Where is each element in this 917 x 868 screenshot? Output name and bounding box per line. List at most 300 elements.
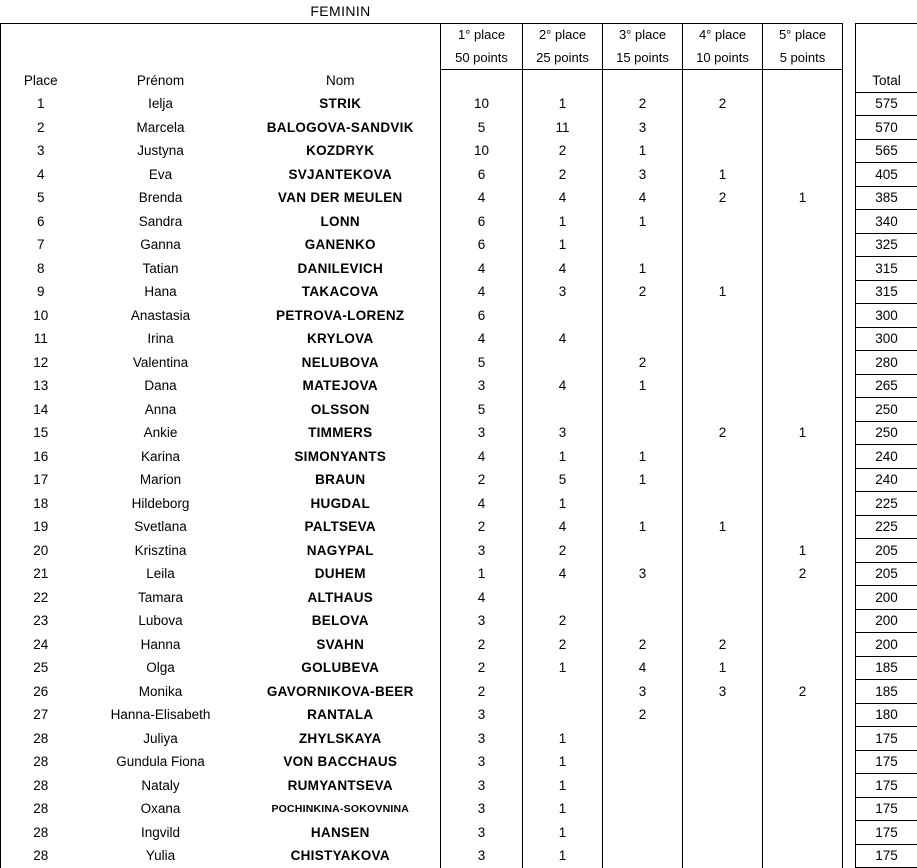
table-row[interactable] <box>1 821 917 845</box>
cell-prenom: Ganna <box>81 233 241 257</box>
cell-place: 20 <box>1 539 81 563</box>
cell-place2-count: 4 <box>523 374 603 398</box>
cell-total: 185 <box>856 680 917 704</box>
table-row[interactable] <box>1 797 917 821</box>
table-row[interactable] <box>1 633 917 657</box>
cell-place4-count <box>683 233 763 257</box>
header-rank-4: 4° place <box>683 23 763 46</box>
cell-place5-count: 1 <box>763 186 843 210</box>
cell-nom: HUGDAL <box>241 492 441 516</box>
column-header-nom: Nom <box>241 69 441 92</box>
cell-total: 250 <box>856 421 917 445</box>
header-rank-5: 5° place <box>763 23 843 46</box>
cell-place4-count <box>683 750 763 774</box>
cell-gap <box>843 280 856 304</box>
cell-place2-count: 1 <box>523 750 603 774</box>
cell-total: 280 <box>856 351 917 375</box>
cell-gap <box>843 116 856 140</box>
cell-total: 225 <box>856 492 917 516</box>
column-header-blank-2 <box>523 69 603 92</box>
table-row[interactable] <box>1 774 917 798</box>
cell-gap <box>843 750 856 774</box>
table-row[interactable] <box>1 609 917 633</box>
cell-place5-count <box>763 445 843 469</box>
cell-place1-count: 3 <box>441 750 523 774</box>
cell-place1-count: 3 <box>441 774 523 798</box>
cell-place2-count <box>523 304 603 328</box>
cell-place5-count <box>763 586 843 610</box>
cell-place5-count: 2 <box>763 680 843 704</box>
cell-place2-count: 1 <box>523 774 603 798</box>
cell-nom: SVAHN <box>241 633 441 657</box>
cell-gap <box>843 421 856 445</box>
cell-place3-count: 4 <box>603 656 683 680</box>
cell-total: 240 <box>856 468 917 492</box>
header-blank-total-2 <box>856 46 917 69</box>
cell-place5-count <box>763 797 843 821</box>
cell-place5-count <box>763 163 843 187</box>
table-row[interactable] <box>1 562 917 586</box>
cell-prenom: Anna <box>81 398 241 422</box>
cell-place: 14 <box>1 398 81 422</box>
cell-total: 175 <box>856 821 917 845</box>
cell-place3-count: 3 <box>603 163 683 187</box>
cell-total: 205 <box>856 539 917 563</box>
title-row <box>1 0 917 23</box>
cell-place4-count <box>683 468 763 492</box>
table-row[interactable] <box>1 116 917 140</box>
cell-place4-count <box>683 210 763 234</box>
cell-place: 28 <box>1 727 81 751</box>
cell-place1-count: 4 <box>441 445 523 469</box>
table-row[interactable] <box>1 445 917 469</box>
cell-place2-count: 2 <box>523 609 603 633</box>
cell-nom: PETROVA-LORENZ <box>241 304 441 328</box>
cell-nom: BRAUN <box>241 468 441 492</box>
cell-prenom: Hana <box>81 280 241 304</box>
cell-place2-count: 1 <box>523 492 603 516</box>
cell-prenom: Brenda <box>81 186 241 210</box>
header-points-row <box>1 46 917 69</box>
cell-place2-count <box>523 586 603 610</box>
table-row[interactable] <box>1 210 917 234</box>
cell-prenom: Valentina <box>81 351 241 375</box>
cell-place5-count <box>763 727 843 751</box>
cell-place5-count <box>763 774 843 798</box>
cell-place4-count <box>683 398 763 422</box>
cell-place1-count: 3 <box>441 421 523 445</box>
table-row[interactable] <box>1 421 917 445</box>
table-row[interactable] <box>1 515 917 539</box>
cell-place1-count: 3 <box>441 374 523 398</box>
cell-gap <box>843 468 856 492</box>
cell-place2-count <box>523 703 603 727</box>
document-title: FEMININ <box>241 0 441 23</box>
cell-nom: BALOGOVA-SANDVIK <box>241 116 441 140</box>
cell-nom: VAN DER MEULEN <box>241 186 441 210</box>
cell-total: 405 <box>856 163 917 187</box>
cell-nom: TAKACOVA <box>241 280 441 304</box>
cell-place5-count <box>763 633 843 657</box>
cell-place5-count <box>763 280 843 304</box>
cell-place4-count: 3 <box>683 680 763 704</box>
table-row[interactable] <box>1 280 917 304</box>
cell-place2-count: 1 <box>523 656 603 680</box>
cell-place4-count: 2 <box>683 633 763 657</box>
cell-gap <box>843 304 856 328</box>
table-row[interactable] <box>1 680 917 704</box>
cell-place3-count <box>603 492 683 516</box>
cell-total: 200 <box>856 633 917 657</box>
header-points-5: 5 points <box>763 46 843 69</box>
cell-place4-count: 2 <box>683 186 763 210</box>
cell-place5-count <box>763 139 843 163</box>
header-rank-2: 2° place <box>523 23 603 46</box>
cell-total: 185 <box>856 656 917 680</box>
cell-place4-count <box>683 609 763 633</box>
cell-prenom: Svetlana <box>81 515 241 539</box>
cell-nom: MATEJOVA <box>241 374 441 398</box>
cell-gap <box>843 609 856 633</box>
cell-gap <box>843 774 856 798</box>
cell-place5-count <box>763 351 843 375</box>
title-spacer-6 <box>683 0 763 23</box>
cell-place5-count: 2 <box>763 562 843 586</box>
cell-place1-count: 3 <box>441 797 523 821</box>
cell-place1-count: 4 <box>441 327 523 351</box>
cell-place5-count <box>763 468 843 492</box>
cell-nom: GOLUBEVA <box>241 656 441 680</box>
cell-total: 570 <box>856 116 917 140</box>
table-row[interactable] <box>1 92 917 116</box>
cell-place1-count: 10 <box>441 92 523 116</box>
cell-nom: OLSSON <box>241 398 441 422</box>
cell-place1-count: 3 <box>441 844 523 868</box>
cell-prenom: Juliya <box>81 727 241 751</box>
cell-place2-count: 1 <box>523 797 603 821</box>
table-row[interactable] <box>1 656 917 680</box>
cell-place3-count <box>603 421 683 445</box>
cell-gap <box>843 186 856 210</box>
header-blank-total <box>856 23 917 46</box>
table-row[interactable] <box>1 398 917 422</box>
cell-place: 13 <box>1 374 81 398</box>
cell-place4-count <box>683 586 763 610</box>
cell-total: 250 <box>856 398 917 422</box>
cell-place1-count: 3 <box>441 539 523 563</box>
table-row[interactable] <box>1 703 917 727</box>
cell-gap <box>843 703 856 727</box>
cell-place: 28 <box>1 821 81 845</box>
cell-place1-count: 5 <box>441 351 523 375</box>
cell-place2-count: 1 <box>523 233 603 257</box>
cell-place3-count <box>603 304 683 328</box>
table-row[interactable] <box>1 374 917 398</box>
cell-nom: NELUBOVA <box>241 351 441 375</box>
cell-gap <box>843 163 856 187</box>
cell-gap <box>843 257 856 281</box>
cell-place1-count: 10 <box>441 139 523 163</box>
cell-place3-count <box>603 539 683 563</box>
cell-place4-count <box>683 562 763 586</box>
cell-place: 10 <box>1 304 81 328</box>
cell-place2-count: 2 <box>523 539 603 563</box>
cell-place1-count: 4 <box>441 186 523 210</box>
cell-prenom: Ingvild <box>81 821 241 845</box>
table-row[interactable] <box>1 727 917 751</box>
cell-gap <box>843 656 856 680</box>
cell-place5-count <box>763 515 843 539</box>
cell-nom: POCHINKINA-SOKOVNINA <box>241 797 441 821</box>
cell-place1-count: 6 <box>441 163 523 187</box>
cell-prenom: Hildeborg <box>81 492 241 516</box>
header-blank-place-2 <box>1 46 81 69</box>
cell-total: 340 <box>856 210 917 234</box>
header-gap-2 <box>843 46 856 69</box>
cell-place5-count <box>763 844 843 868</box>
cell-prenom: Oxana <box>81 797 241 821</box>
cell-place3-count: 1 <box>603 257 683 281</box>
cell-place2-count: 3 <box>523 280 603 304</box>
cell-prenom: Yulia <box>81 844 241 868</box>
cell-place4-count <box>683 327 763 351</box>
cell-place3-count <box>603 233 683 257</box>
cell-place5-count <box>763 750 843 774</box>
cell-place: 22 <box>1 586 81 610</box>
cell-nom: GANENKO <box>241 233 441 257</box>
header-blank-nom <box>241 23 441 46</box>
table-row[interactable] <box>1 186 917 210</box>
cell-place5-count <box>763 609 843 633</box>
header-gap-3 <box>843 69 856 92</box>
cell-place: 11 <box>1 327 81 351</box>
cell-gap <box>843 562 856 586</box>
cell-nom: RANTALA <box>241 703 441 727</box>
cell-place1-count: 6 <box>441 233 523 257</box>
title-spacer-9 <box>856 0 917 23</box>
cell-place: 1 <box>1 92 81 116</box>
cell-place2-count: 4 <box>523 515 603 539</box>
cell-place5-count <box>763 304 843 328</box>
header-blank-prenom-2 <box>81 46 241 69</box>
cell-place3-count: 2 <box>603 633 683 657</box>
cell-gap <box>843 445 856 469</box>
cell-total: 240 <box>856 445 917 469</box>
cell-gap <box>843 327 856 351</box>
header-gap-1 <box>843 23 856 46</box>
cell-place2-count: 11 <box>523 116 603 140</box>
cell-place4-count <box>683 374 763 398</box>
cell-place2-count: 3 <box>523 421 603 445</box>
cell-gap <box>843 633 856 657</box>
cell-place2-count: 2 <box>523 139 603 163</box>
cell-place4-count <box>683 257 763 281</box>
cell-place2-count: 5 <box>523 468 603 492</box>
cell-place1-count: 4 <box>441 492 523 516</box>
cell-place4-count <box>683 116 763 140</box>
cell-place1-count: 2 <box>441 468 523 492</box>
cell-place5-count <box>763 703 843 727</box>
cell-total: 200 <box>856 586 917 610</box>
cell-prenom: Ankie <box>81 421 241 445</box>
cell-place1-count: 4 <box>441 586 523 610</box>
cell-place4-count: 1 <box>683 280 763 304</box>
cell-place: 2 <box>1 116 81 140</box>
table-row[interactable] <box>1 327 917 351</box>
cell-prenom: Dana <box>81 374 241 398</box>
cell-nom: SVJANTEKOVA <box>241 163 441 187</box>
table-row[interactable] <box>1 304 917 328</box>
cell-place4-count <box>683 445 763 469</box>
cell-place: 19 <box>1 515 81 539</box>
cell-place5-count <box>763 233 843 257</box>
cell-place4-count <box>683 139 763 163</box>
cell-prenom: Eva <box>81 163 241 187</box>
cell-gap <box>843 351 856 375</box>
cell-place2-count: 2 <box>523 163 603 187</box>
cell-place: 28 <box>1 774 81 798</box>
cell-place2-count: 1 <box>523 821 603 845</box>
header-blank-place <box>1 23 81 46</box>
cell-prenom: Irina <box>81 327 241 351</box>
header-points-2: 25 points <box>523 46 603 69</box>
cell-prenom: Hanna-Elisabeth <box>81 703 241 727</box>
cell-total: 200 <box>856 609 917 633</box>
cell-place: 28 <box>1 844 81 868</box>
cell-place4-count: 2 <box>683 421 763 445</box>
cell-gap <box>843 515 856 539</box>
cell-place1-count: 3 <box>441 821 523 845</box>
table-row[interactable] <box>1 468 917 492</box>
cell-place2-count: 1 <box>523 210 603 234</box>
cell-place4-count <box>683 539 763 563</box>
cell-place4-count <box>683 774 763 798</box>
table-row[interactable] <box>1 844 917 868</box>
cell-place1-count: 3 <box>441 703 523 727</box>
cell-place4-count <box>683 351 763 375</box>
title-spacer-7 <box>763 0 843 23</box>
cell-total: 575 <box>856 92 917 116</box>
cell-prenom: Olga <box>81 656 241 680</box>
cell-place3-count <box>603 398 683 422</box>
cell-place2-count: 1 <box>523 844 603 868</box>
cell-place4-count <box>683 797 763 821</box>
cell-place5-count <box>763 257 843 281</box>
cell-place5-count <box>763 92 843 116</box>
cell-total: 315 <box>856 257 917 281</box>
cell-total: 565 <box>856 139 917 163</box>
cell-place3-count: 1 <box>603 445 683 469</box>
cell-place5-count <box>763 374 843 398</box>
column-header-blank-1 <box>441 69 523 92</box>
cell-prenom: Sandra <box>81 210 241 234</box>
cell-gap <box>843 727 856 751</box>
table-row[interactable] <box>1 586 917 610</box>
cell-place5-count <box>763 327 843 351</box>
cell-nom: PALTSEVA <box>241 515 441 539</box>
cell-total: 315 <box>856 280 917 304</box>
cell-place: 7 <box>1 233 81 257</box>
cell-place4-count <box>683 304 763 328</box>
cell-place2-count <box>523 351 603 375</box>
cell-gap <box>843 233 856 257</box>
cell-nom: GAVORNIKOVA-BEER <box>241 680 441 704</box>
table-row[interactable] <box>1 750 917 774</box>
cell-place1-count: 5 <box>441 398 523 422</box>
cell-place2-count <box>523 398 603 422</box>
cell-place4-count: 2 <box>683 92 763 116</box>
cell-place3-count: 3 <box>603 562 683 586</box>
cell-total: 265 <box>856 374 917 398</box>
cell-place2-count <box>523 680 603 704</box>
cell-place: 26 <box>1 680 81 704</box>
table-row[interactable] <box>1 351 917 375</box>
cell-place3-count: 2 <box>603 703 683 727</box>
table-row[interactable] <box>1 163 917 187</box>
cell-prenom: Krisztina <box>81 539 241 563</box>
cell-nom: ALTHAUS <box>241 586 441 610</box>
cell-place3-count: 1 <box>603 515 683 539</box>
table-row[interactable] <box>1 492 917 516</box>
cell-place3-count: 2 <box>603 280 683 304</box>
title-spacer-3 <box>441 0 523 23</box>
cell-total: 175 <box>856 797 917 821</box>
cell-place: 23 <box>1 609 81 633</box>
cell-total: 385 <box>856 186 917 210</box>
cell-gap <box>843 92 856 116</box>
cell-place: 16 <box>1 445 81 469</box>
cell-total: 175 <box>856 727 917 751</box>
cell-gap <box>843 139 856 163</box>
cell-place2-count: 4 <box>523 327 603 351</box>
cell-place5-count: 1 <box>763 539 843 563</box>
cell-nom: BELOVA <box>241 609 441 633</box>
column-header-row <box>1 69 917 92</box>
cell-prenom: Lubova <box>81 609 241 633</box>
cell-prenom: Karina <box>81 445 241 469</box>
cell-place4-count: 1 <box>683 163 763 187</box>
table-row[interactable] <box>1 257 917 281</box>
cell-place: 18 <box>1 492 81 516</box>
table-row[interactable] <box>1 233 917 257</box>
cell-place5-count <box>763 210 843 234</box>
cell-place4-count <box>683 703 763 727</box>
cell-place3-count <box>603 586 683 610</box>
cell-place: 9 <box>1 280 81 304</box>
cell-place: 28 <box>1 797 81 821</box>
cell-place4-count: 1 <box>683 515 763 539</box>
cell-gap <box>843 821 856 845</box>
cell-nom: TIMMERS <box>241 421 441 445</box>
cell-total: 300 <box>856 327 917 351</box>
title-spacer-4 <box>523 0 603 23</box>
cell-place1-count: 3 <box>441 727 523 751</box>
cell-place: 6 <box>1 210 81 234</box>
table-row[interactable] <box>1 539 917 563</box>
cell-nom: RUMYANTSEVA <box>241 774 441 798</box>
header-rank-3: 3° place <box>603 23 683 46</box>
cell-place1-count: 6 <box>441 210 523 234</box>
cell-total: 175 <box>856 774 917 798</box>
cell-place3-count: 3 <box>603 680 683 704</box>
table-row[interactable] <box>1 139 917 163</box>
table-body <box>1 0 917 868</box>
cell-gap <box>843 680 856 704</box>
title-spacer-1 <box>1 0 81 23</box>
cell-place: 25 <box>1 656 81 680</box>
cell-prenom: Tamara <box>81 586 241 610</box>
header-points-3: 15 points <box>603 46 683 69</box>
